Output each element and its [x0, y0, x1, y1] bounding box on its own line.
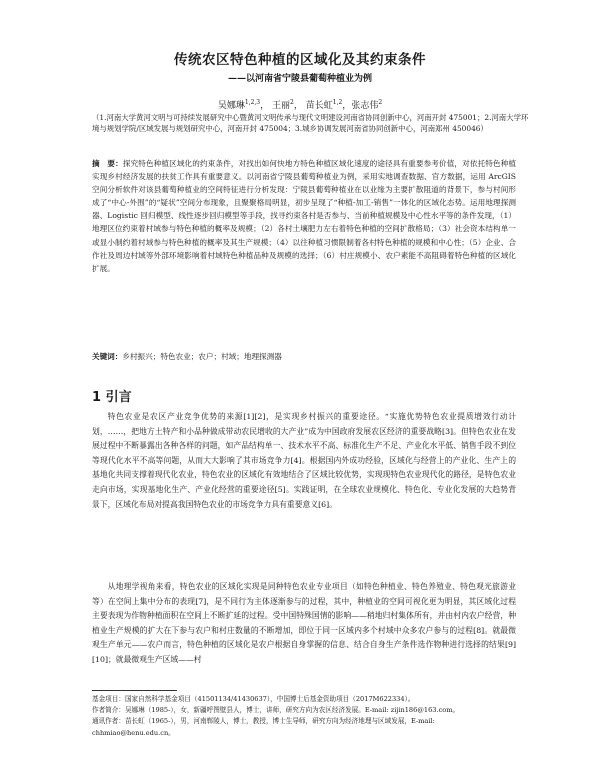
footnote-divider — [92, 690, 177, 691]
abstract-text: 探究特色种植区域化的约束条件，对找出如何快地方特色种植区域化速度的途径具有重要参考价值，对依托特色种植实现乡村经济发展的扶贫工作具有重要意义。以河南省宁陵县葡萄种植业为例，采用实地调查数据、官方数据，运用 ArcGIS 空间分析软件对该县葡萄种植业的空间特征进行分析发现：宁陵县葡萄种植业在以业缘为主要扩散阻道的背景下，参与村间形成了“中心-外围”的“疑状”空间分布现象，且聚聚格局明显，初步呈现了“种植-加工-销售”一体化的区域化态势。运用地理探测器、Logistic 回归模型、线性逐步回归模型等手段，找寻约束各村是否参与、当前种植规模及中心性水平等的条件发现，（1）地理区位约束着村域参与特色种植的概率及规模；（2）各村土壤肥力左右着特色种植的空间扩散格局；（3）社会资本结构单一或显小制约着村域参与特色种植的概率及其生产规模；（4）以往种植习惯限制着各村特色种植的规模和中心性；（5）企业、合作社及周边村域等外部环境影响着村域特色种植品种及规模的选择；（6）村庄规模小、农户素能不高阻碍着特色种植的区域化扩展。 — [92, 159, 517, 273]
section-title: 引言 — [105, 390, 132, 405]
author-name: 吴娜琳 — [217, 101, 245, 111]
affiliations: （1.河南大学黄河文明与可持续发展研究中心暨黄河文明传承与现代文明建设河南省协同创新中心，河南开封 475001；2.河南大学环境与规划学院/区域发展与规划研究中心，河南开封 475004；3.城乡协调发展河南省协同创新中心，河南郑州 450046） — [92, 113, 529, 134]
footnote-funding: 基金项目：国家自然科学基金项目（41501134/41430637），中国博士后基金资助项目（2017M622334）。 — [92, 695, 415, 703]
paper-title: 传统农区特色种植的区域化及其约束条件 — [174, 52, 426, 68]
section-number: 1 — [92, 390, 102, 405]
paper-subtitle: ——以河南省宁陵县葡萄种植业为例 — [227, 74, 372, 84]
footnote-author-bio: 作者简介：吴娜琳（1985-），女，新疆呼图壁县人，博士，讲师，研究方向为农区经济发展。E-mail: zijin186@163.com。 — [92, 706, 460, 715]
abstract — [92, 157, 516, 275]
abstract-label: 摘 要： — [92, 159, 123, 168]
author-affil-mark: 2 — [290, 99, 294, 106]
author-affil-mark: 1,2,3 — [244, 99, 261, 106]
author-list: 吴娜琳$^{1,2,3}$， 王丽$^2$， 苗长虹$^{1,2}$，张志伟$^2$ — [217, 99, 383, 111]
footnotes — [92, 694, 516, 739]
author-name: 苗长虹 — [305, 101, 333, 111]
body-paragraph: 从地理学视角来看，特色农业的区域化实现是同种特色农业专业项目（如特色种植业、特色养殖业、特色观光旅游业等）在空间上集中分布的表现[7]，是不同行为主体逐渐参与的过程，其中，种植业的空间可视化更为明显，其区域化过程主要表现为作物种植面积在空间上不断扩延的过程。受中国特殊国情的影响——稍地归村集体所有，并由村内农户经营，种植业生产规模的扩大在下参与农户和村庄数量的不断增加，即位于同一区域内多个村域中众多农户参与的过程[8]。就最微观生产单元——农户而言，特色种植的区域化是农户根据自身掌握的信息、结合自身生产条件选作物种进行选择的结果[9][10]；就最微观生产区域——村 — [92, 582, 516, 664]
author-name: 张志伟 — [351, 101, 379, 111]
keywords-label: 关键词： — [92, 352, 123, 361]
keywords — [92, 351, 516, 362]
section-heading — [92, 386, 132, 405]
footnote-corresponding: 通讯作者：苗长虹（1965-），男，河南郸陵人，博士，教授，博士生导师，研究方向为经济地理与区域发展，E-mail: chhmiao@henu.edu.cn。 — [92, 717, 435, 737]
body-paragraph: 特色农业是农区产业竞争优势的来源[1][2]，是实现乡村振兴的重要途径。“实施优势特色农业提质增效行动计划，……，把地方土特产和小品种做成带动农民增收的大产业”成为中国政府发展农区经济的重要战略[3]。但特色农业在发展过程中不断暴露出各种各样的问题，如产品结构单一、技术水平不高、标准化生产不足、产业化水平低、销售手段不到位等现代化水平不高等问题，从而大大影响了其市场竞争力[4]。根据国内外成功经验，区域化与经营上的产业化、生产上的基地化共同支撑着现代化农业，特色农业的区域化有效地结合了区域比较优势，实现现特色农业现代化的路径，是特色农业走向市场，实现基地化生产、产业化经营的重要途径[5]。实践证明，在全球农业规模化、特色化、专业化发展的大趋势背景下，区域化布局对提高我国特色农业的市场竞争力具有重要意义[6]。 — [92, 412, 516, 509]
author-affil-mark: 1,2 — [332, 99, 343, 106]
keywords-text: 乡村振兴；特色农业；农户；村域；地理探测器 — [122, 352, 282, 361]
author-affil-mark: 2 — [378, 99, 383, 106]
author-name: 王丽 — [272, 101, 291, 111]
